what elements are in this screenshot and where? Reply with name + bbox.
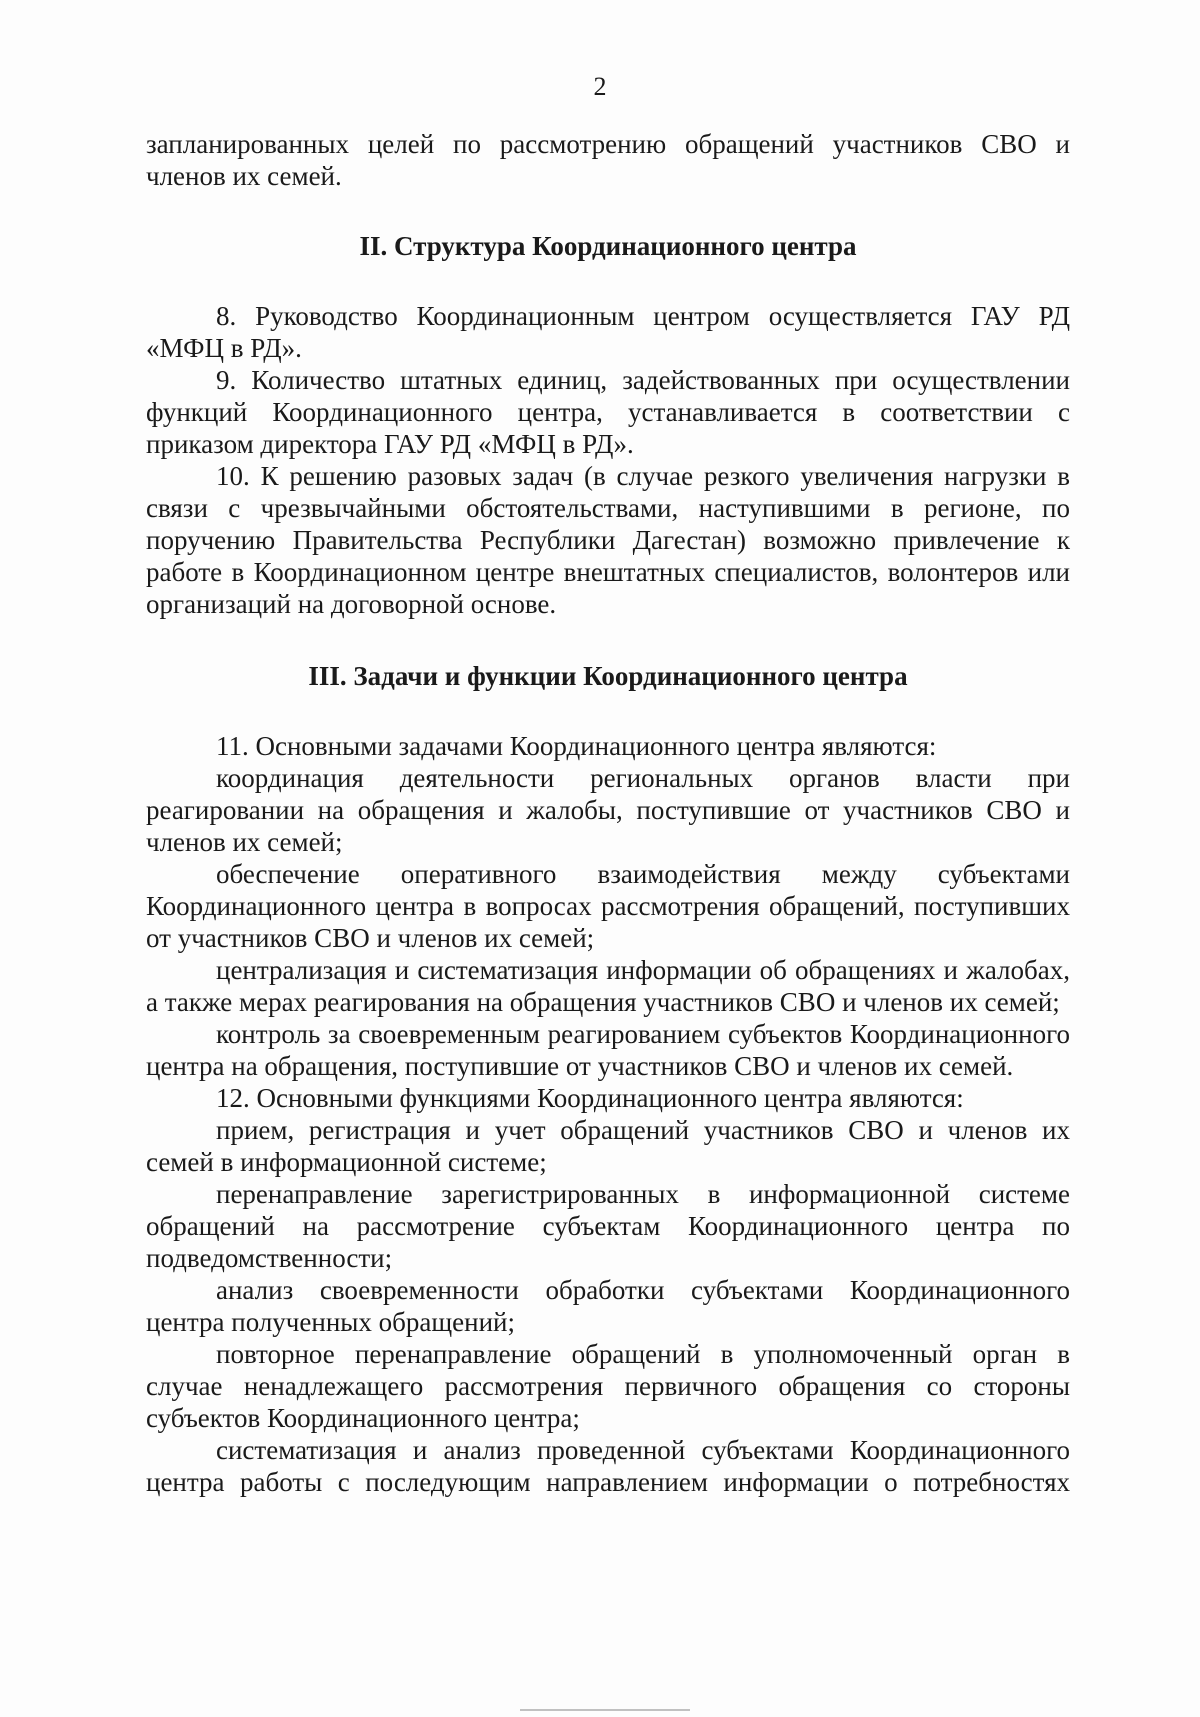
page-number: 2 [593,72,607,101]
scan-artifact [520,1709,690,1711]
item-12-paragraph: 12. Основными функциями Координационного центра являются: [216,1083,964,1113]
item-11-paragraph: 11. Основными задачами Координационного центра являются: [216,731,937,761]
intro-paragraph: запланированных целей по рассмотрению обращений участников СВО и членов их семей. [146,129,1070,191]
task-paragraph: контроль за своевременным реагированием субъектов Координационного центра на обращения, поступившие от участников СВО и членов их семей. [146,1019,1070,1081]
item-10-paragraph: 10. К решению разовых задач (в случае резкого увеличения нагрузки в связи с чрезвычайными обстоятельствами, наступившими в регионе, по поручению Правительства Республики Дагестан) возможно привлечение к работе в Координационном центре внештатных специалистов, волонтеров или организаций на договорной основе. [146,461,1070,619]
function-paragraph: повторное перенаправление обращений в уполномоченный орган в случае ненадлежащего рассмотрения первичного обращения со стороны субъектов Координационного центра; [146,1339,1070,1433]
function-paragraph: систематизация и анализ проведенной субъектами Координационного центра работы с последующим направлением информации о потребностях [146,1435,1070,1497]
task-paragraph: координация деятельности региональных органов власти при реагировании на обращения и жалобы, поступившие от участников СВО и членов их семей; [146,763,1070,857]
item-9-paragraph: 9. Количество штатных единиц, задействованных при осуществлении функций Координационного центра, устанавливается в соответствии с приказом директора ГАУ РД «МФЦ в РД». [146,365,1070,459]
function-paragraph: прием, регистрация и учет обращений участников СВО и членов их семей в информационной системе; [146,1115,1070,1177]
document-body [146,128,1070,1498]
section-2-title: II. Структура Координационного центра [359,231,857,261]
task-paragraph: централизация и систематизация информации об обращениях и жалобах, а также мерах реагирования на обращения участников СВО и членов их семей; [146,955,1070,1017]
section-3-title: III. Задачи и функции Координационного центра [308,661,908,691]
item-8-paragraph: 8. Руководство Координационным центром осуществляется ГАУ РД «МФЦ в РД». [146,301,1070,363]
task-paragraph: обеспечение оперативного взаимодействия между субъектами Координационного центра в вопросах рассмотрения обращений, поступивших от участников СВО и членов их семей; [146,859,1070,953]
function-paragraph: анализ своевременности обработки субъектами Координационного центра полученных обращений; [146,1275,1070,1337]
function-paragraph: перенаправление зарегистрированных в информационной системе обращений на рассмотрение субъектам Координационного центра по подведомственности; [146,1179,1070,1273]
